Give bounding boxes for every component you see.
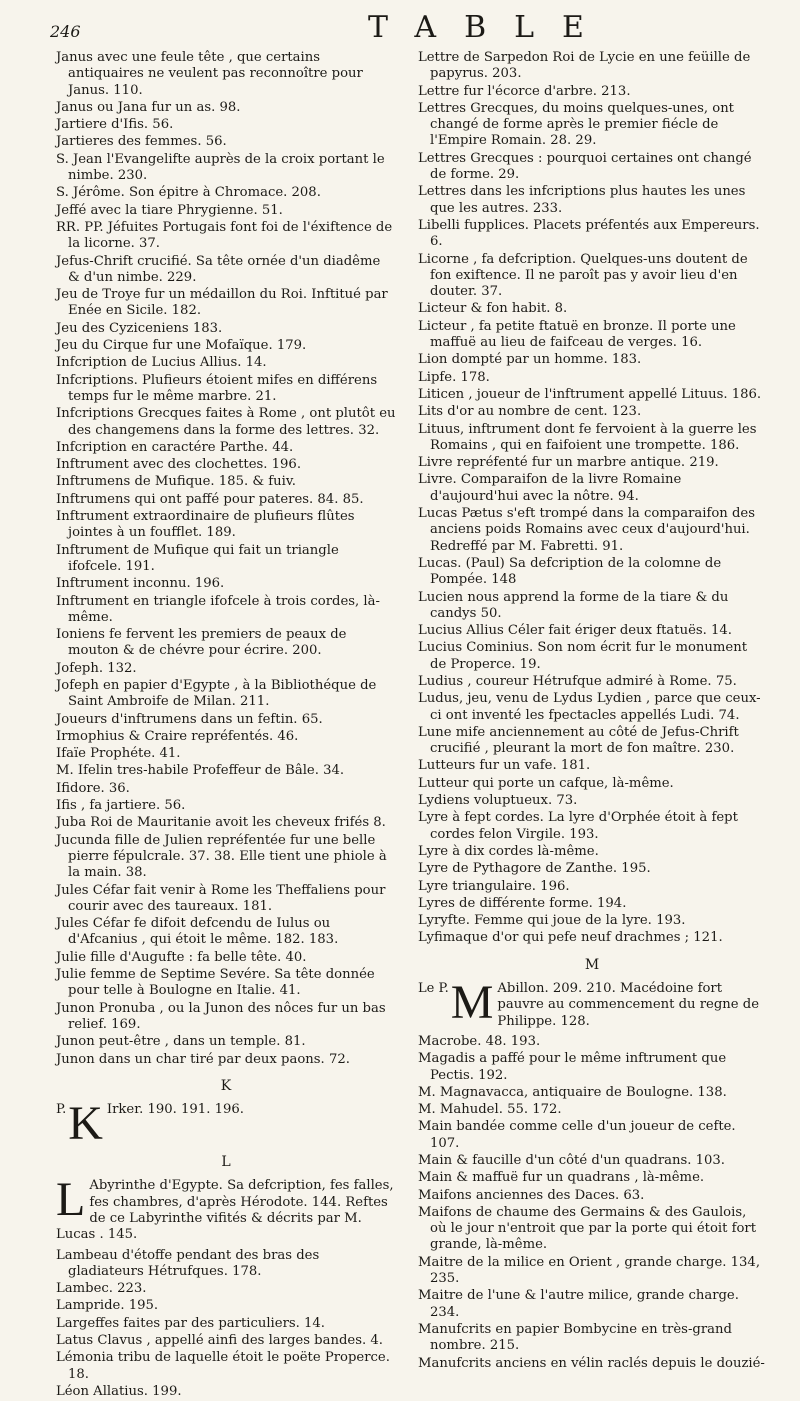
index-entry: Lettres Grecques, du moins quelques-unes, ont changé de forme après le premier fiécle de l'Empire Romain. 28. 29. (418, 100, 734, 149)
drop-text-k: Irker. 190. 191. 196. (106, 1102, 244, 1118)
section-letter-k: K (220, 1077, 232, 1094)
index-entry: RR. PP. Jéfuites Portugais font foi de l'éxiftence de la licorne. 37. (56, 219, 393, 252)
index-entry: Junon dans un char tiré par deux paons. 72. (56, 1051, 350, 1067)
drop-text-m: Abillon. 209. 210. Macédoine fort pauvre au commencement du regne de Philippe. 128. (497, 981, 760, 1029)
right-column (418, 50, 766, 1373)
index-entry: Léon Allatius. 199. (56, 1383, 182, 1399)
index-entry: Maitre de la milice en Orient , grande charge. 134, 235. (418, 1254, 761, 1287)
index-entry: Jeu de Troye fur un médaillon du Roi. Inftitué par Enée en Sicile. 182. (56, 287, 388, 319)
index-entry: Lyre de Pythagore de Zanthe. 195. (418, 861, 651, 877)
index-entry: Jefus-Chrift crucifié. Sa tête ornée d'un diadême & d'un nimbe. 229. (56, 253, 381, 285)
index-entry: Ludus, jeu, venu de Lydus Lydien , parce que ceux-ci ont inventé les fpectacles appellés Ludi. 74. (418, 691, 761, 723)
index-entry: Lucas. (Paul) Sa defcription de la colomne de Pompée. 148 (418, 555, 722, 588)
index-entry: Lambeau d'étoffe pendant des bras des gladiateurs Hétrufques. 178. (56, 1247, 320, 1279)
index-entry: S. Jean l'Evangelifte auprès de la croix portant le nimbe. 230. (56, 151, 385, 184)
index-entry: Joueurs d'inftrumens dans un feftin. 65. (56, 711, 323, 727)
index-entry: Licteur , fa petite ftatuë en bronze. Il porte une maffuë au lieu de faifceau de verges. 16. (418, 318, 736, 351)
index-entry: Lucius Cominius. Son nom écrit fur le monument de Properce. 19. (418, 640, 748, 672)
section-letter-l: L (221, 1154, 231, 1171)
index-entry: Ioniens fe fervent les premiers de peaux de mouton & de chévre pour écrire. 200. (56, 627, 347, 659)
index-entry: Jeu des Cyziceniens 183. (56, 320, 223, 336)
index-entry: Lyres de différente forme. 194. (418, 895, 627, 911)
index-entry: Lucius Allius Céler fait ériger deux ftatuës. 14. (418, 623, 733, 639)
index-entry: Jules Céfar fait venir à Rome les Theffaliens pour courir avec des taureaux. 181. (56, 882, 386, 914)
index-entry: Inftrument de Mufique qui fait un triangle ifofcele. 191. (56, 542, 339, 574)
index-entry: Lettre de Sarpedon Roi de Lycie en une feüille de papyrus. 203. (418, 50, 751, 82)
index-entry: Infcription de Lucius Allius. 14. (56, 355, 267, 371)
index-entry: Jartieres des femmes. 56. (56, 134, 227, 150)
index-entry: Junon Pronuba , ou la Junon des nôces fur un bas relief. 169. (56, 1000, 386, 1032)
index-entry: M. Magnavacca, antiquaire de Boulogne. 138. (418, 1084, 727, 1100)
drop-text-l: Abyrinthe d'Egypte. Sa defcription, fes falles, fes chambres, d'après Hérodote. 144. Reftes de ce Labyrinthe vifités & décrits par M. Lucas . 145. (56, 1178, 394, 1243)
index-entry: Livre. Comparaifon de la livre Romaine d'aujourd'hui avec la nôtre. 94. (418, 472, 682, 504)
page-number: 246 (50, 22, 81, 41)
index-entry: Ludius , coureur Hétrufque admiré à Rome. 75. (418, 673, 737, 689)
index-entry: Largeffes faites par des particuliers. 14. (56, 1315, 326, 1331)
index-entry: Lits d'or au nombre de cent. 123. (418, 404, 642, 420)
index-entry: Juba Roi de Mauritanie avoit les cheveux frifés 8. (56, 815, 386, 831)
index-entry: Jeu du Cirque fur une Mofaïque. 179. (56, 338, 307, 354)
index-entry: Jofeph. 132. (56, 660, 137, 676)
index-entry: Lion dompté par un homme. 183. (418, 352, 642, 368)
index-entry: Lipfe. 178. (418, 369, 490, 385)
index-entry: Maifons de chaume des Germains & des Gaulois, où le jour n'entroit que par la porte qui étoit fort grande, là-même. (418, 1204, 757, 1253)
index-entry: Infcription en caractére Parthe. 44. (56, 439, 294, 455)
index-list-m (418, 1034, 766, 1372)
index-list-l (56, 1248, 396, 1401)
index-entry: M. Mahudel. 55. 172. (418, 1102, 562, 1118)
index-entry: Lutteur qui porte un cafque, là-même. (418, 775, 674, 791)
index-entry: Jofeph en papier d'Egypte , à la Bibliothéque de Saint Ambroife de Milan. 211. (56, 677, 377, 710)
index-entry: Infcriptions. Plufieurs étoient mifes en différens temps fur le même marbre. 21. (56, 372, 378, 404)
index-entry: Licorne , fa defcription. Quelques-uns doutent de fon exiftence. Il ne paroît pas y avoir lieu d'en douter. 37. (418, 251, 748, 300)
index-entry: Lyre à dix cordes là-même. (418, 843, 599, 859)
index-entry: Main bandée comme celle d'un joueur de cefte. 107. (418, 1119, 736, 1151)
section-letter-m: M (584, 956, 600, 973)
page-header (50, 10, 760, 44)
index-entry: Junon peut-être , dans un temple. 81. (56, 1034, 306, 1050)
index-entry: Lémonia tribu de laquelle étoit le poëte Properce. 18. (56, 1350, 390, 1382)
index-entry: Liticen , joueur de l'inftrument appellé Lituus. 186. (418, 386, 762, 402)
running-title: TABLE (368, 10, 612, 45)
index-entry: Janus avec une feule tête , que certains antiquaires ne veulent pas reconnoître pour Janus. 110. (56, 50, 363, 98)
index-entry: Livre repréfenté fur un marbre antique. 219. (418, 455, 719, 471)
index-entry: Licteur & fon habit. 8. (418, 301, 568, 317)
index-entry: Magadis a paffé pour le même inftrument que Pectis. 192. (418, 1051, 727, 1083)
index-entry: Infcriptions Grecques faites à Rome , ont plutôt eu des changemens dans la forme des lettres. 32. (56, 406, 396, 438)
drop-entry-m (418, 981, 766, 1030)
index-entry: Inftrument inconnu. 196. (56, 576, 225, 592)
index-entry: Main & maffuë fur un quadrans , là-même. (418, 1170, 705, 1186)
index-entry: Julie femme de Septime Sevére. Sa tête donnée pour telle à Boulogne en Italie. 41. (56, 967, 375, 999)
index-entry: Lampride. 195. (56, 1298, 159, 1314)
index-entry: Latus Clavus , appellé ainfi des larges bandes. 4. (56, 1333, 383, 1349)
index-entry: Lucas Pætus s'eft trompé dans la comparaifon des anciens poids Romains avec ceux d'aujourd'hui. Redreffé par M. Fabretti. 91. (418, 506, 756, 554)
drop-entry-l (56, 1178, 396, 1243)
drop-prefix-m: Le P. (418, 981, 449, 997)
index-entry: Lucien nous apprend la forme de la tiare & du candys 50. (418, 589, 729, 621)
drop-entry-k (56, 1102, 396, 1144)
index-entry: Ifaïe Prophéte. 41. (56, 746, 181, 762)
drop-cap-l: L (56, 1178, 86, 1227)
drop-prefix-k: P. (56, 1102, 67, 1118)
index-entry: Libelli fupplices. Placets préfentés aux Empereurs. 6. (418, 217, 760, 250)
index-entry: Macrobe. 48. 193. (418, 1033, 541, 1049)
index-list-l-continued (418, 50, 766, 947)
index-entry: Manufcrits anciens en vélin raclés depuis le douzié- (418, 1355, 765, 1371)
index-entry: Julie fille d'Augufte : fa belle tête. 40. (56, 949, 307, 965)
index-entry: M. Ifelin tres-habile Profeffeur de Bâle. 34. (56, 763, 345, 779)
index-entry: Jucunda fille de Julien repréfentée fur une belle pierre fépulcrale. 37. 38. Elle tient une phiole à la main. 38. (56, 832, 387, 881)
index-entry: Manufcrits en papier Bombycine en très-grand nombre. 215. (418, 1321, 732, 1354)
index-entry: Lyre triangulaire. 196. (418, 878, 570, 894)
index-entry: Jartiere d'Ifis. 56. (56, 117, 174, 133)
index-entry: Lituus, inftrument dont fe fervoient à la guerre les Romains , qui en faifoient une trompette. 186. (418, 421, 757, 453)
index-entry: Ifis , fa jartiere. 56. (56, 798, 186, 814)
index-entry: Inftrumens de Mufique. 185. & fuiv. (56, 474, 296, 490)
index-entry: Maitre de l'une & l'autre milice, grande charge. 234. (418, 1288, 739, 1320)
index-entry: Inftrumens qui ont paffé pour pateres. 84. 85. (56, 491, 364, 507)
index-entry: Irmophius & Craire repréfentés. 46. (56, 728, 299, 744)
index-entry: Maifons anciennes des Daces. 63. (418, 1187, 645, 1203)
index-entry: Inftrument avec des clochettes. 196. (56, 457, 302, 473)
index-entry: Lyfimaque d'or qui pefe neuf drachmes ; 121. (418, 930, 723, 946)
index-entry: Inftrument extraordinaire de plufieurs flûtes jointes à un foufflet. 189. (56, 509, 355, 541)
index-entry: Janus ou Jana fur un as. 98. (56, 99, 241, 115)
index-entry: Ifidore. 36. (56, 780, 130, 796)
index-entry: Lettres dans les infcriptions plus hautes les unes que les autres. 233. (418, 184, 746, 216)
index-entry: Lyryfte. Femme qui joue de la lyre. 193. (418, 913, 686, 929)
index-entry: Lambec. 223. (56, 1281, 147, 1297)
index-entry: Jeffé avec la tiare Phrygienne. 51. (56, 202, 283, 218)
index-entry: Lune mife anciennement au côté de Jefus-Chrift crucifié , pleurant la mort de fon maître. 230. (418, 724, 739, 757)
index-entry: Jules Céfar fe difoit defcendu de Iulus ou d'Afcanius , qui étoit le même. 182. 183. (56, 916, 339, 948)
index-entry: Lettres Grecques : pourquoi certaines ont changé de forme. 29. (418, 150, 752, 183)
left-column (56, 50, 396, 1401)
index-entry: Lyre à fept cordes. La lyre d'Orphée étoit à fept cordes felon Virgile. 193. (418, 810, 738, 842)
index-entry: Main & faucille d'un côté d'un quadrans. 103. (418, 1153, 725, 1168)
index-entry: Lydiens voluptueux. 73. (418, 793, 578, 809)
drop-cap-k: K (68, 1102, 103, 1145)
index-list-j (56, 50, 396, 1068)
index-entry: Lutteurs fur un vafe. 181. (418, 758, 591, 774)
index-entry: Inftrument en triangle ifofcele à trois cordes, là-même. (56, 593, 380, 625)
index-entry: Lettre fur l'écorce d'arbre. 213. (418, 83, 631, 99)
drop-cap-m: M (450, 981, 494, 1030)
index-entry: S. Jérôme. Son épitre à Chromace. 208. (56, 185, 321, 201)
